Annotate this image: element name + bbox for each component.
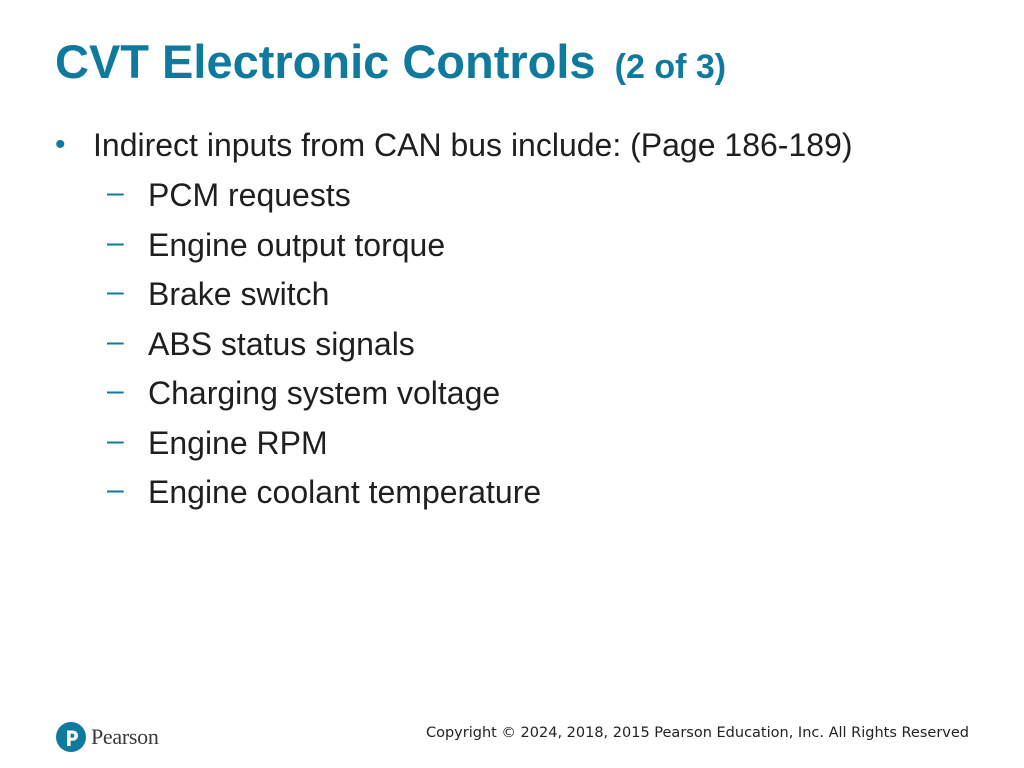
pearson-p-icon [56,722,86,752]
sub-bullet-text: Charging system voltage [148,375,501,411]
bullet-item [55,122,995,168]
copyright-notice: Copyright © 2024, 2018, 2015 Pearson Education, Inc. All Rights Reserved [425,725,969,741]
sub-bullet-text: Brake switch [148,276,330,312]
pearson-wordmark: Pearson [91,724,159,749]
sub-bullet-text: ABS status signals [148,325,415,362]
title-main: CVT Electronic Controls [55,35,596,88]
sub-bullet-item [55,469,995,519]
dash-marker: – [107,225,124,259]
dash-marker: – [107,473,124,506]
bullet-marker: • [55,128,66,161]
sub-bullet-item [55,321,995,371]
sub-bullet-list [55,172,995,519]
dash-marker: – [107,374,124,407]
dash-marker: – [107,275,124,308]
bullet-text: Indirect inputs from CAN bus include: (Page 186-189) [93,127,853,163]
dash-marker: – [107,176,124,209]
pearson-logo [56,722,159,752]
sub-bullet-item [55,271,995,321]
sub-bullet-text: Engine coolant temperature [148,474,542,510]
sub-bullet-item [55,222,995,272]
sub-bullet-text: Engine RPM [148,424,328,461]
sub-bullet-item [55,370,995,420]
slide-body [55,122,995,519]
title-suffix: (2 of 3) [614,48,727,86]
sub-bullet-item [55,172,995,222]
sub-bullet-text: PCM requests [148,177,351,213]
dash-marker: – [107,324,124,358]
dash-marker: – [107,423,124,457]
slide-title [55,32,726,97]
sub-bullet-text: Engine output torque [148,226,446,263]
sub-bullet-item [55,420,995,470]
